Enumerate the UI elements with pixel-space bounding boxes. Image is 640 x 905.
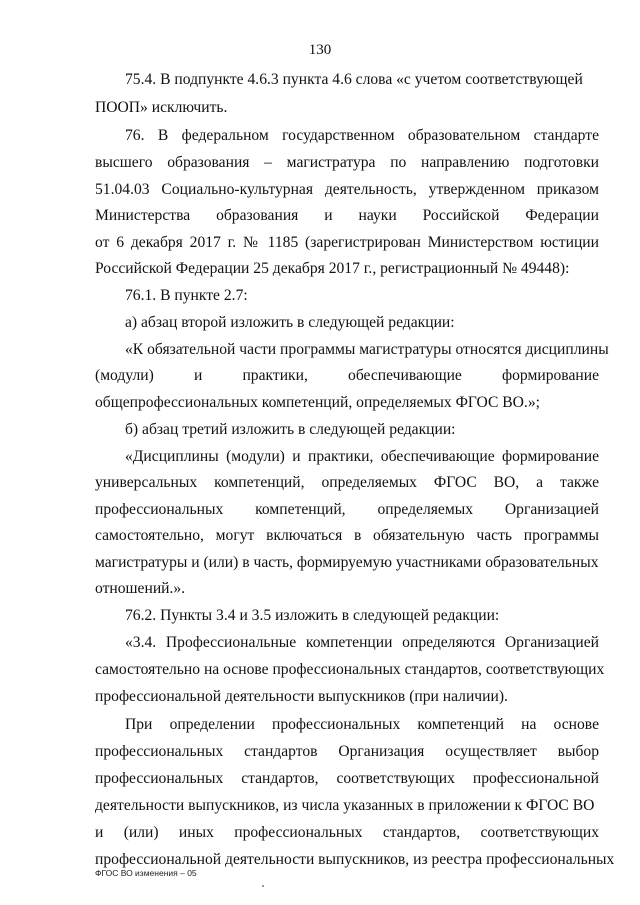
text-line: самостоятельно на основе профессиональных стандартов, соответствующих bbox=[95, 661, 605, 678]
text-line: профессиональных стандартов Организация осуществляет выбор bbox=[95, 743, 599, 760]
text-line: и (или) иных профессиональных стандартов, соответствующих bbox=[95, 824, 599, 841]
text-line: Министерства образования и науки Российской Федерации bbox=[95, 207, 599, 224]
page-number: 130 bbox=[308, 42, 332, 58]
text-line: ПООП» исключить. bbox=[95, 99, 228, 116]
text-line: самостоятельно, могут включаться в обязательную часть программы bbox=[95, 527, 599, 544]
text-line: деятельности выпускников, из числа указанных в приложении к ФГОС ВО bbox=[95, 797, 595, 814]
text-line: общепрофессиональных компетенций, определяемых ФГОС ВО.»; bbox=[95, 394, 540, 411]
text-line: профессиональных стандартов, соответствующих профессиональной bbox=[95, 770, 599, 787]
text-line: а) абзац второй изложить в следующей редакции: bbox=[125, 314, 455, 331]
text-line: (модули) и практики, обеспечивающие формирование bbox=[95, 367, 599, 384]
text-line: отношений.». bbox=[95, 580, 186, 597]
text-line: «К обязательной части программы магистратуры относятся дисциплины bbox=[125, 341, 609, 358]
text-line: высшего образования – магистратура по направлению подготовки bbox=[95, 154, 599, 171]
text-line: «Дисциплины (модули) и практики, обеспечивающие формирование bbox=[125, 448, 599, 465]
text-line: профессиональной деятельности выпускников, из реестра профессиональных bbox=[95, 851, 615, 868]
text-line: 51.04.03 Социально-культурная деятельность, утвержденном приказом bbox=[95, 181, 599, 198]
text-line: Российской Федерации 25 декабря 2017 г., регистрационный № 49448): bbox=[95, 260, 570, 277]
text-line: профессиональной деятельности выпускников (при наличии). bbox=[95, 688, 508, 705]
text-line: При определении профессиональных компетенций на основе bbox=[125, 716, 599, 733]
text-line: 76.2. Пункты 3.4 и 3.5 изложить в следующей редакции: bbox=[125, 607, 500, 624]
text-line: универсальных компетенций, определяемых ФГОС ВО, а также bbox=[95, 474, 599, 491]
text-line: б) абзац третий изложить в следующей редакции: bbox=[125, 421, 456, 438]
scan-speck bbox=[262, 885, 264, 887]
footer-label: ФГОС ВО изменения – 05 bbox=[95, 868, 197, 878]
text-line: 76.1. В пункте 2.7: bbox=[125, 287, 248, 304]
text-line: 75.4. В подпункте 4.6.3 пункта 4.6 слова «с учетом соответствующей bbox=[125, 71, 583, 88]
text-line: профессиональных компетенций, определяемых Организацией bbox=[95, 501, 599, 518]
text-line: «3.4. Профессиональные компетенции определяются Организацией bbox=[125, 634, 599, 651]
text-line: 76. В федеральном государственном образовательном стандарте bbox=[125, 127, 599, 144]
text-line: магистратуры и (или) в часть, формируемую участниками образовательных bbox=[95, 554, 599, 571]
text-line: от 6 декабря 2017 г. № 1185 (зарегистрирован Министерством юстиции bbox=[95, 234, 599, 251]
